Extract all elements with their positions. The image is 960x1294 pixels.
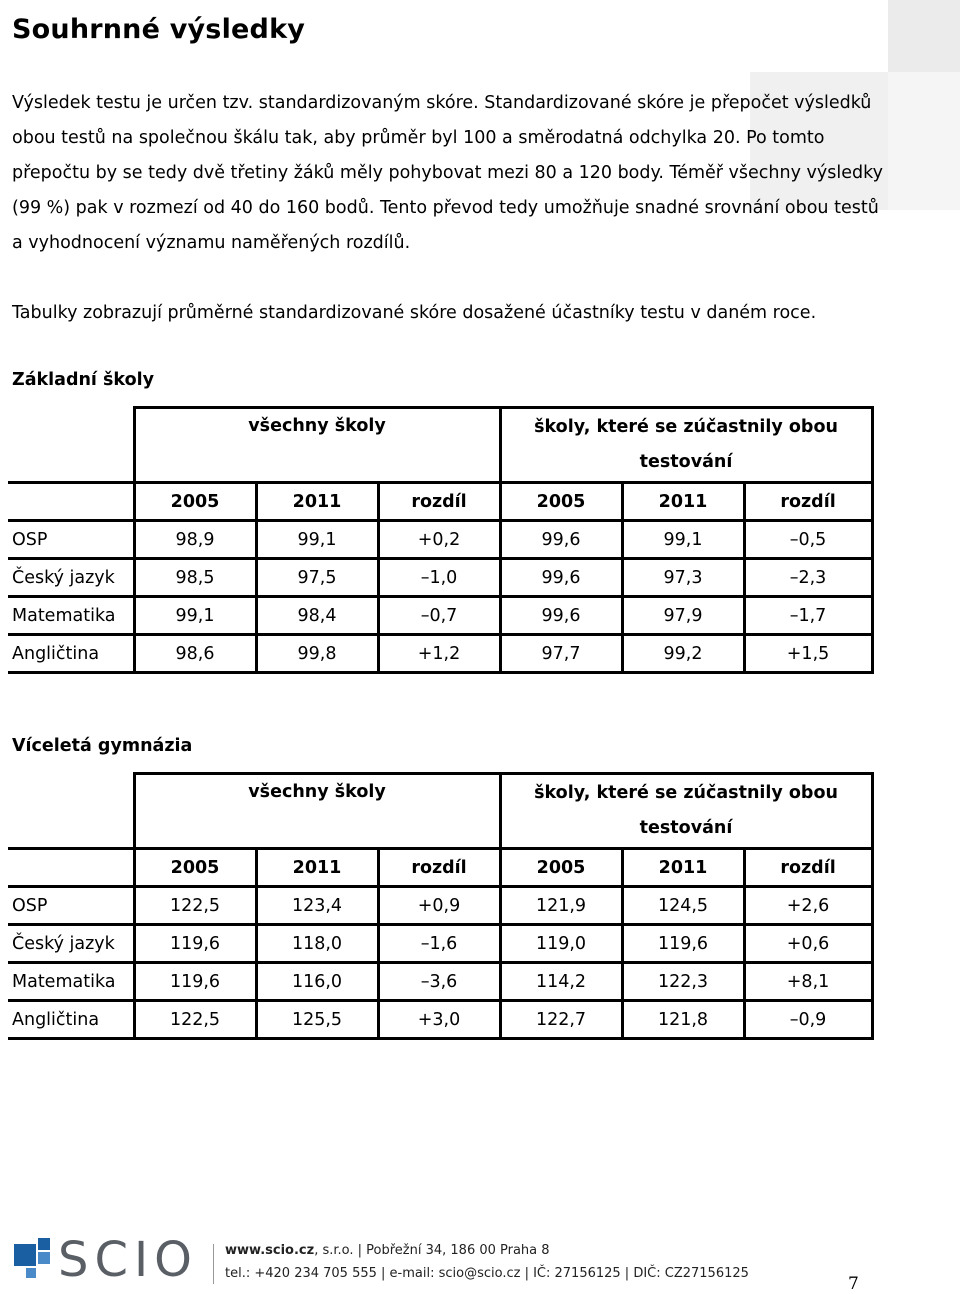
column-header: 2011 <box>622 849 744 887</box>
table-cell: 97,3 <box>622 559 744 597</box>
page-number: 7 <box>848 1274 859 1294</box>
table-cell: +0,9 <box>378 887 500 925</box>
logo-square-icon <box>14 1244 36 1266</box>
table-cell: 98,4 <box>256 597 378 635</box>
column-header: 2005 <box>134 483 256 521</box>
table-row <box>8 521 872 559</box>
row-label: Matematika <box>8 597 134 635</box>
table-cell: 97,9 <box>622 597 744 635</box>
year-row-empty <box>8 483 134 521</box>
table-cell: –1,7 <box>744 597 872 635</box>
results-table-zakladni <box>8 406 874 674</box>
table-cell: –1,6 <box>378 925 500 963</box>
table-cell: 98,5 <box>134 559 256 597</box>
table-cell: –2,3 <box>744 559 872 597</box>
table-row <box>8 559 872 597</box>
table-row <box>8 963 872 1001</box>
table-cell: 119,6 <box>134 925 256 963</box>
table-cell: +0,6 <box>744 925 872 963</box>
table-cell: +2,6 <box>744 887 872 925</box>
table-cell: +1,5 <box>744 635 872 673</box>
table-cell: 124,5 <box>622 887 744 925</box>
row-label: Angličtina <box>8 635 134 673</box>
table-cell: 122,5 <box>134 1001 256 1039</box>
table-cell: 116,0 <box>256 963 378 1001</box>
table-row <box>8 635 872 673</box>
logo-square-icon <box>38 1252 50 1264</box>
footer-contact-line: tel.: +420 234 705 555 | e-mail: scio@scio.cz | IČ: 27156125 | DIČ: CZ27156125 <box>225 1266 749 1281</box>
table-cell: 119,0 <box>500 925 622 963</box>
intro-paragraph: Výsledek testu je určen tzv. standardizovaným skóre. Standardizované skóre je přepočet výsledků obou testů na společnou škálu tak, aby průměr byl 100 a směrodatná odchylka 20. Po tomto přepočtu by se tedy dvě třetiny žáků měly pohybovat mezi 80 a 120 body. Téměř všechny výsledky (99 %) pak v rozmezí od 40 do 160 bodů. Tento převod tedy umožňuje snadné srovnání obou testů a vyhodnocení významu naměřených rozdílů. <box>12 93 883 253</box>
table-cell: –0,9 <box>744 1001 872 1039</box>
column-header: rozdíl <box>744 849 872 887</box>
tables-description: Tabulky zobrazují průměrné standardizované skóre dosažené účastníky testu v daném roce. <box>12 303 817 323</box>
row-label: Angličtina <box>8 1001 134 1039</box>
table-cell: 119,6 <box>622 925 744 963</box>
logo-square-icon <box>38 1238 50 1250</box>
table-cell: 99,2 <box>622 635 744 673</box>
header-empty-cell <box>8 774 134 849</box>
row-label: OSP <box>8 521 134 559</box>
table-cell: 99,6 <box>500 559 622 597</box>
column-header: 2011 <box>256 483 378 521</box>
results-table-gymnazia <box>8 772 874 1040</box>
footer-company: , s.r.o. | Pobřežní 34, 186 00 Praha 8 <box>314 1243 550 1258</box>
table-cell: 99,1 <box>134 597 256 635</box>
table-cell: 122,3 <box>622 963 744 1001</box>
group-header-all: všechny školy <box>134 408 500 483</box>
table-cell: 99,8 <box>256 635 378 673</box>
group-header-all: všechny školy <box>134 774 500 849</box>
table-cell: +1,2 <box>378 635 500 673</box>
page-title: Souhrnné výsledky <box>12 14 306 45</box>
column-header: rozdíl <box>744 483 872 521</box>
table-cell: –0,7 <box>378 597 500 635</box>
section-title-zakladni: Základní školy <box>12 370 155 390</box>
scio-logo <box>14 1232 204 1288</box>
column-header: rozdíl <box>378 849 500 887</box>
logo-text: SCIO <box>58 1232 198 1288</box>
row-label: Český jazyk <box>8 925 134 963</box>
table-cell: 99,1 <box>622 521 744 559</box>
section-title-gymnazia: Víceletá gymnázia <box>12 736 193 756</box>
row-label: OSP <box>8 887 134 925</box>
table-cell: –3,6 <box>378 963 500 1001</box>
corner-decoration <box>888 0 960 72</box>
table-row <box>8 887 872 925</box>
table-cell: 99,6 <box>500 597 622 635</box>
table-cell: 114,2 <box>500 963 622 1001</box>
table-cell: +0,2 <box>378 521 500 559</box>
column-header: 2005 <box>134 849 256 887</box>
table-cell: 122,5 <box>134 887 256 925</box>
column-header: 2011 <box>622 483 744 521</box>
table-cell: –1,0 <box>378 559 500 597</box>
table-cell: 97,7 <box>500 635 622 673</box>
row-label: Český jazyk <box>8 559 134 597</box>
table-cell: 119,6 <box>134 963 256 1001</box>
footer-address-line <box>225 1243 550 1258</box>
column-header: 2005 <box>500 849 622 887</box>
table-cell: +8,1 <box>744 963 872 1001</box>
header-empty-cell <box>8 408 134 483</box>
footer-web-link[interactable]: www.scio.cz <box>225 1243 315 1258</box>
table-cell: 122,7 <box>500 1001 622 1039</box>
corner-decoration <box>888 72 960 210</box>
table-row <box>8 925 872 963</box>
table-row <box>8 597 872 635</box>
year-row-empty <box>8 849 134 887</box>
logo-square-icon <box>26 1268 36 1278</box>
footer-divider <box>213 1244 214 1284</box>
group-header-both: školy, které se zúčastnily obou testování <box>500 774 872 849</box>
table-row <box>8 1001 872 1039</box>
table-cell: 99,6 <box>500 521 622 559</box>
column-header: 2005 <box>500 483 622 521</box>
table-cell: 98,9 <box>134 521 256 559</box>
table-cell: 118,0 <box>256 925 378 963</box>
row-label: Matematika <box>8 963 134 1001</box>
table-cell: 97,5 <box>256 559 378 597</box>
table-cell: 99,1 <box>256 521 378 559</box>
column-header: 2011 <box>256 849 378 887</box>
table-cell: 98,6 <box>134 635 256 673</box>
table-cell: 123,4 <box>256 887 378 925</box>
table-cell: –0,5 <box>744 521 872 559</box>
group-header-both: školy, které se zúčastnily obou testování <box>500 408 872 483</box>
table-cell: 125,5 <box>256 1001 378 1039</box>
table-cell: 121,8 <box>622 1001 744 1039</box>
table-cell: +3,0 <box>378 1001 500 1039</box>
table-cell: 121,9 <box>500 887 622 925</box>
column-header: rozdíl <box>378 483 500 521</box>
